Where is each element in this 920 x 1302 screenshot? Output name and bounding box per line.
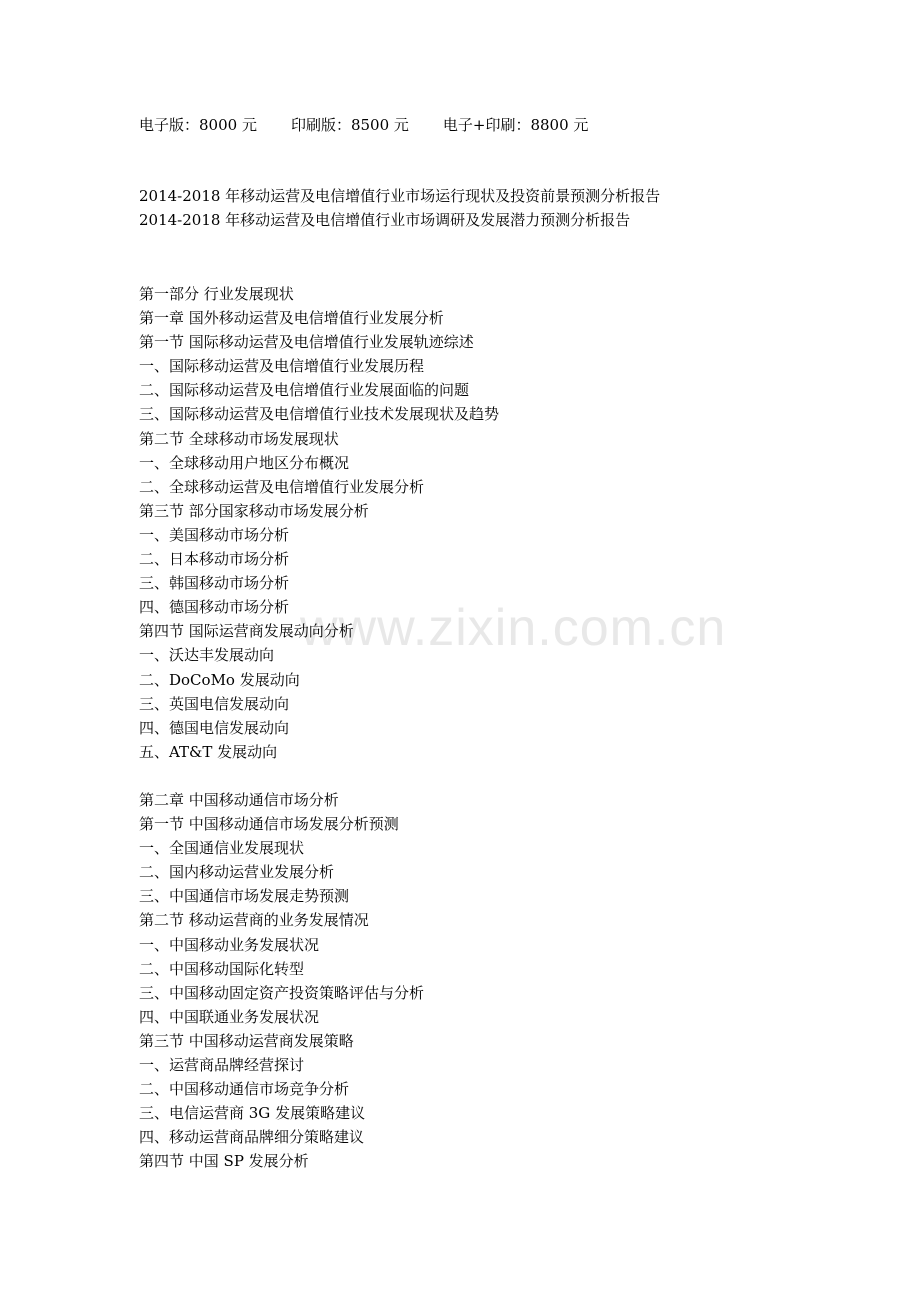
toc-entry: 一、全国通信业发展现状 [139, 839, 305, 858]
toc-entry: 第四节 中国 SP 发展分析 [139, 1152, 309, 1171]
report-titles [139, 184, 660, 232]
price-both: 电子+印刷：8800 元 [442, 116, 589, 134]
toc-entry: 三、中国移动固定资产投资策略评估与分析 [139, 983, 425, 1002]
toc-entry: 二、国际移动运营及电信增值行业发展面临的问题 [139, 381, 470, 400]
price-electronic: 电子版：8000 元 [139, 116, 257, 134]
toc-entry: 一、沃达丰发展动向 [139, 646, 275, 665]
toc-entry: 第二章 中国移动通信市场分析 [139, 790, 339, 809]
toc-entry [139, 764, 499, 788]
toc-entry: 第三节 中国移动运营商发展策略 [139, 1031, 354, 1050]
toc-entry: 第一章 国外移动运营及电信增值行业发展分析 [139, 309, 444, 328]
toc-entry: 五、AT&T 发展动向 [139, 742, 278, 761]
price-print: 印刷版：8500 元 [290, 116, 409, 134]
toc-entry: 四、移动运营商品牌细分策略建议 [139, 1128, 365, 1147]
toc-entry: 第一节 国际移动运营及电信增值行业发展轨迹综述 [139, 333, 474, 352]
toc-entry: 二、全球移动运营及电信增值行业发展分析 [139, 477, 425, 496]
toc-entry: 第三节 部分国家移动市场发展分析 [139, 501, 369, 520]
toc-entry: 三、英国电信发展动向 [139, 694, 290, 713]
table-of-contents [139, 282, 499, 1173]
report-title: 2014-2018 年移动运营及电信增值行业市场运行现状及投资前景预测分析报告 [139, 187, 661, 205]
toc-entry: 三、国际移动运营及电信增值行业技术发展现状及趋势 [139, 405, 500, 424]
toc-entry: 一、美国移动市场分析 [139, 525, 290, 544]
report-title: 2014-2018 年移动运营及电信增值行业市场调研及发展潜力预测分析报告 [139, 211, 631, 229]
toc-entry: 三、电信运营商 3G 发展策略建议 [139, 1104, 366, 1123]
toc-entry: 三、中国通信市场发展走势预测 [139, 887, 350, 906]
toc-entry: 二、中国移动国际化转型 [139, 959, 305, 978]
toc-entry: 一、中国移动业务发展状况 [139, 935, 320, 954]
price-line [139, 113, 622, 137]
toc-entry: 三、韩国移动市场分析 [139, 574, 290, 593]
toc-entry: 二、国内移动运营业发展分析 [139, 863, 335, 882]
toc-entry: 一、全球移动用户地区分布概况 [139, 453, 350, 472]
toc-entry: 第二节 全球移动市场发展现状 [139, 429, 339, 448]
toc-entry: 一、运营商品牌经营探讨 [139, 1056, 305, 1074]
toc-entry: 第四节 国际运营商发展动向分析 [139, 622, 354, 641]
toc-entry: 第一节 中国移动通信市场发展分析预测 [139, 815, 399, 834]
toc-entry: 四、中国联通业务发展状况 [139, 1007, 320, 1026]
toc-entry: 第二节 移动运营商的业务发展情况 [139, 911, 369, 930]
toc-entry: 四、德国电信发展动向 [139, 718, 290, 737]
toc-entry: 二、中国移动通信市场竞争分析 [139, 1080, 350, 1099]
toc-entry: 一、国际移动运营及电信增值行业发展历程 [139, 357, 425, 376]
toc-entry: 第一部分 行业发展现状 [139, 285, 294, 303]
watermark: www.zixin.com.cn [300, 599, 727, 657]
toc-entry: 四、德国移动市场分析 [139, 598, 290, 617]
toc-entry: 二、DoCoMo 发展动向 [139, 670, 300, 689]
toc-entry: 二、日本移动市场分析 [139, 550, 290, 569]
